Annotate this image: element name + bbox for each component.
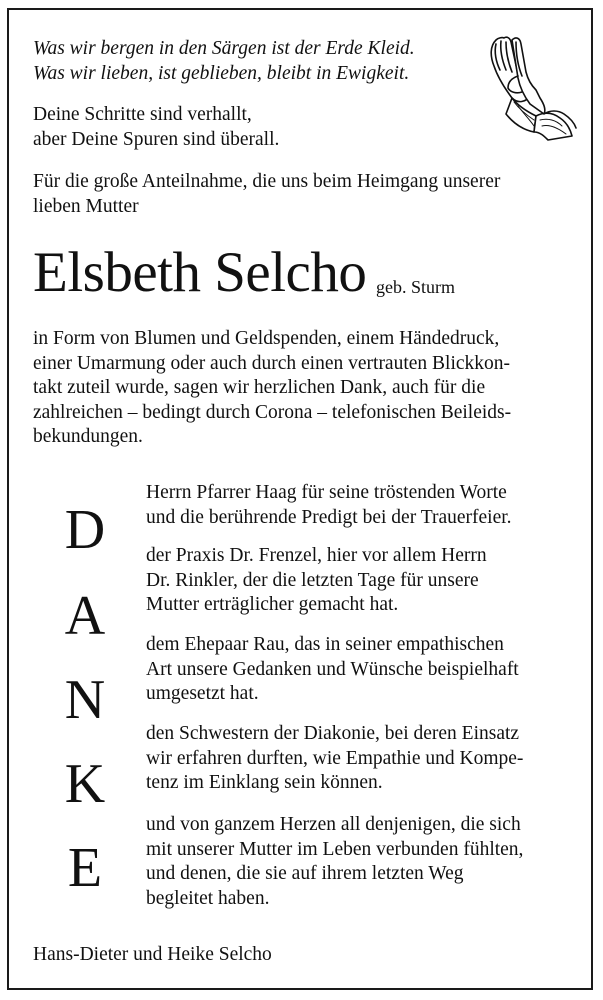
intro-line: lieben Mutter xyxy=(33,195,139,217)
body-line: in Form von Blumen und Geldspenden, einem Händedruck, xyxy=(33,328,500,349)
paragraph-line: wir erfahren durften, wie Empathie und Kompe- xyxy=(146,747,524,769)
danke-letter: K xyxy=(64,753,106,815)
birth-name: geb. Sturm xyxy=(376,277,455,297)
paragraph-line: Mutter erträglicher gemacht hat. xyxy=(146,594,399,615)
paragraph-line: Art unsere Gedanken und Wünsche beispielhaft xyxy=(146,658,519,680)
paragraph-line: dem Ehepaar Rau, das in seiner empathischen xyxy=(146,634,504,655)
paragraph-line: Dr. Rinkler, der die letzten Tage für unsere xyxy=(146,569,479,591)
verse-line: aber Deine Spuren sind überall. xyxy=(33,128,280,150)
paragraph-line: mit unserer Mutter im Leben verbunden fühlten, xyxy=(146,838,524,860)
body-line: zahlreichen – bedingt durch Corona – telefonischen Beileids- xyxy=(33,401,512,423)
thanks-paragraph xyxy=(146,544,487,618)
thanks-paragraph xyxy=(146,481,512,530)
danke-letter: E xyxy=(67,837,103,899)
thanks-paragraph xyxy=(146,633,519,707)
motto xyxy=(33,37,415,86)
signature: Hans-Dieter und Heike Selcho xyxy=(33,944,272,965)
praying-hands-icon xyxy=(474,32,578,142)
danke-letter: A xyxy=(64,585,106,647)
paragraph-line: und denen, die sie auf ihrem letzten Weg xyxy=(146,863,464,884)
intro-line: Für die große Anteilnahme, die uns beim Heimgang unserer xyxy=(33,171,501,192)
danke-letter: N xyxy=(64,669,106,731)
paragraph-line: begleitet haben. xyxy=(146,887,270,909)
verse-line: Deine Schritte sind verhallt, xyxy=(33,104,252,125)
body-line: einer Umarmung oder auch durch einen vertrauten Blickkon- xyxy=(33,352,511,374)
thanks-body xyxy=(33,327,511,450)
paragraph-line: den Schwestern der Diakonie, bei deren Einsatz xyxy=(146,723,520,744)
thanks-paragraph xyxy=(146,813,523,911)
motto-line: Was wir lieben, ist geblieben, bleibt in Ewigkeit. xyxy=(33,62,410,84)
paragraph-line: tenz im Einklang sein können. xyxy=(146,772,383,793)
body-line: takt zuteil wurde, sagen wir herzlichen Dank, auch für die xyxy=(33,377,486,398)
danke-letter: D xyxy=(64,499,106,561)
verse xyxy=(33,103,279,152)
paragraph-line: und von ganzem Herzen all denjenigen, die sich xyxy=(146,814,521,835)
body-line: bekundungen. xyxy=(33,426,143,447)
thanks-paragraph xyxy=(146,722,523,796)
intro-text xyxy=(33,170,500,219)
motto-line: Was wir bergen in den Särgen ist der Erde Kleid. xyxy=(33,38,415,59)
paragraph-line: der Praxis Dr. Frenzel, hier vor allem Herrn xyxy=(146,545,487,566)
paragraph-line: Herrn Pfarrer Haag für seine tröstenden Worte xyxy=(146,482,507,503)
paragraph-line: und die berührende Predigt bei der Trauerfeier. xyxy=(146,506,512,528)
paragraph-line: umgesetzt hat. xyxy=(146,683,259,704)
deceased-name: Elsbeth Selcho xyxy=(33,241,367,304)
